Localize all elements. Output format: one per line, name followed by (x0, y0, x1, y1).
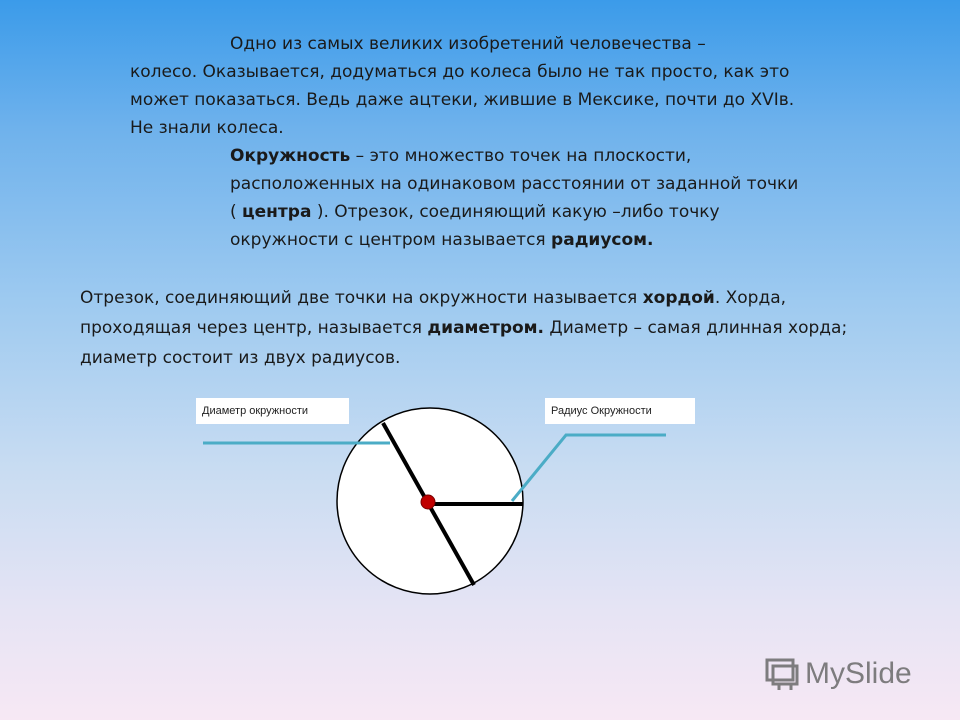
term-chord: хордой (642, 288, 715, 308)
watermark-text: MySlide (805, 657, 912, 690)
radius-callout-label: Радиус Окружности (545, 398, 695, 424)
intro-rest: колесо. Оказывается, додуматься до колеса было не так просто, как это может показаться. Ведь даже ацтеки, жившие в Мексике, почти до XVIв. Не знали колеса. (130, 62, 795, 138)
slides-icon (765, 657, 799, 691)
watermark-logo (765, 654, 912, 694)
term-circle: Окружность (230, 146, 351, 166)
diameter-callout-label: Диаметр окружности (196, 398, 349, 424)
chord-part2: . Хорда, проходящая через центр, называется (80, 288, 787, 338)
chord-part3: Диаметр – самая длинная хорда; диаметр состоит из двух радиусов. (80, 318, 848, 368)
chord-part1: Отрезок, соединяющий две точки на окружности называется (80, 288, 643, 308)
intro-first-line: Одно из самых великих изобретений человечества – (230, 34, 706, 54)
center-point (421, 495, 435, 509)
definition-part1: – это множество точек на плоскости, расположенных на одинаковом расстоянии от заданной точки ( (230, 146, 799, 222)
definition-part2: ). Отрезок, соединяющий какую –либо точку окружности с центром называется (230, 202, 720, 250)
term-radius: радиусом. (551, 230, 654, 250)
radius-callout-line (512, 435, 666, 501)
term-center: центра (242, 202, 312, 222)
term-diameter: диаметром. (427, 318, 545, 338)
